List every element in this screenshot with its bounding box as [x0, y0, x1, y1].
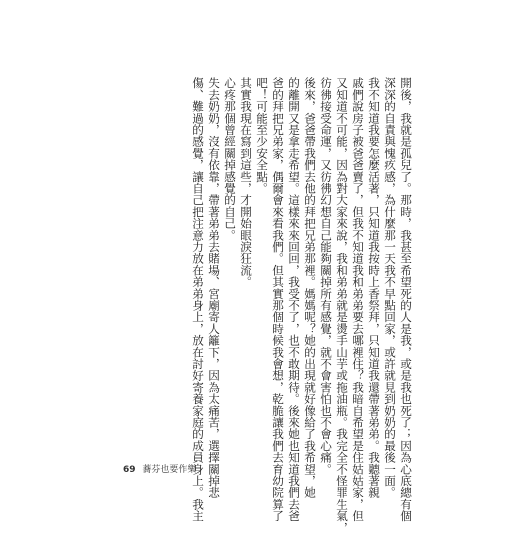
text-column: 爸的拜把兄弟家，偶爾會來看我們。但其實那個時候我會想，乾脆讓我們去育幼院算了: [271, 77, 285, 522]
text-column: 其實我現在寫到這些，才開始眼淚狂流。: [239, 77, 253, 288]
text-column: 失去奶奶，沒有依靠，帶著弟弟去賭場、宮廟寄人籬下，因為太痛苦，選擇關掉悲: [207, 77, 221, 499]
text-column: 心疼那個曾經關掉感覺的自己。: [223, 77, 237, 241]
text-column: 後來，爸爸帶我們去他的拜把兄弟那裡。媽媽呢？她的出現就好像給了我希望，她: [303, 77, 317, 499]
text-column: 彷彿接受命運，又彷彿幻想自己能夠關掉所有感覺，就不會害怕也不會心痛。: [319, 77, 333, 475]
text-column: 我不知道我要怎麼活著，只知道我按時上香祭拜，只知道我還帶著弟弟。我聽著親: [367, 77, 381, 499]
text-column: 戚們說房子被爸爸賣了，但我不知道我和弟弟要去哪裡住？我暗自希望是住姑姑家，但: [351, 77, 365, 522]
book-title: 蕎芬也要作樂: [142, 465, 197, 475]
text-column: 吧！可能至少安全點。: [255, 77, 269, 194]
text-column: 傷、難過的感覺，讓自己把注意力放在弟弟身上，放在討好寄養家庭的成員身上。我主: [191, 77, 205, 522]
text-column: 深深的自責與愧疚感，為什麼那一天我不早點回家，或許就見到奶奶的最後一面。: [383, 77, 397, 499]
text-column: 開後，我就是孤兒了。那時，我甚至希望死的人是我，或是我也死了；因為心底總有個: [399, 77, 413, 522]
page-footer: [123, 462, 196, 475]
text-column: 的離開又是拿走希望。這樣來來回回，我受不了，也不敢期待。後來她也知道我們去爸: [287, 77, 301, 522]
page-number: 69: [123, 465, 136, 475]
text-column: 又知道不可能，因為對大家來說，我和弟弟就是燙手山芋或拖油瓶。我完全不怪罪生氣，: [335, 77, 349, 533]
